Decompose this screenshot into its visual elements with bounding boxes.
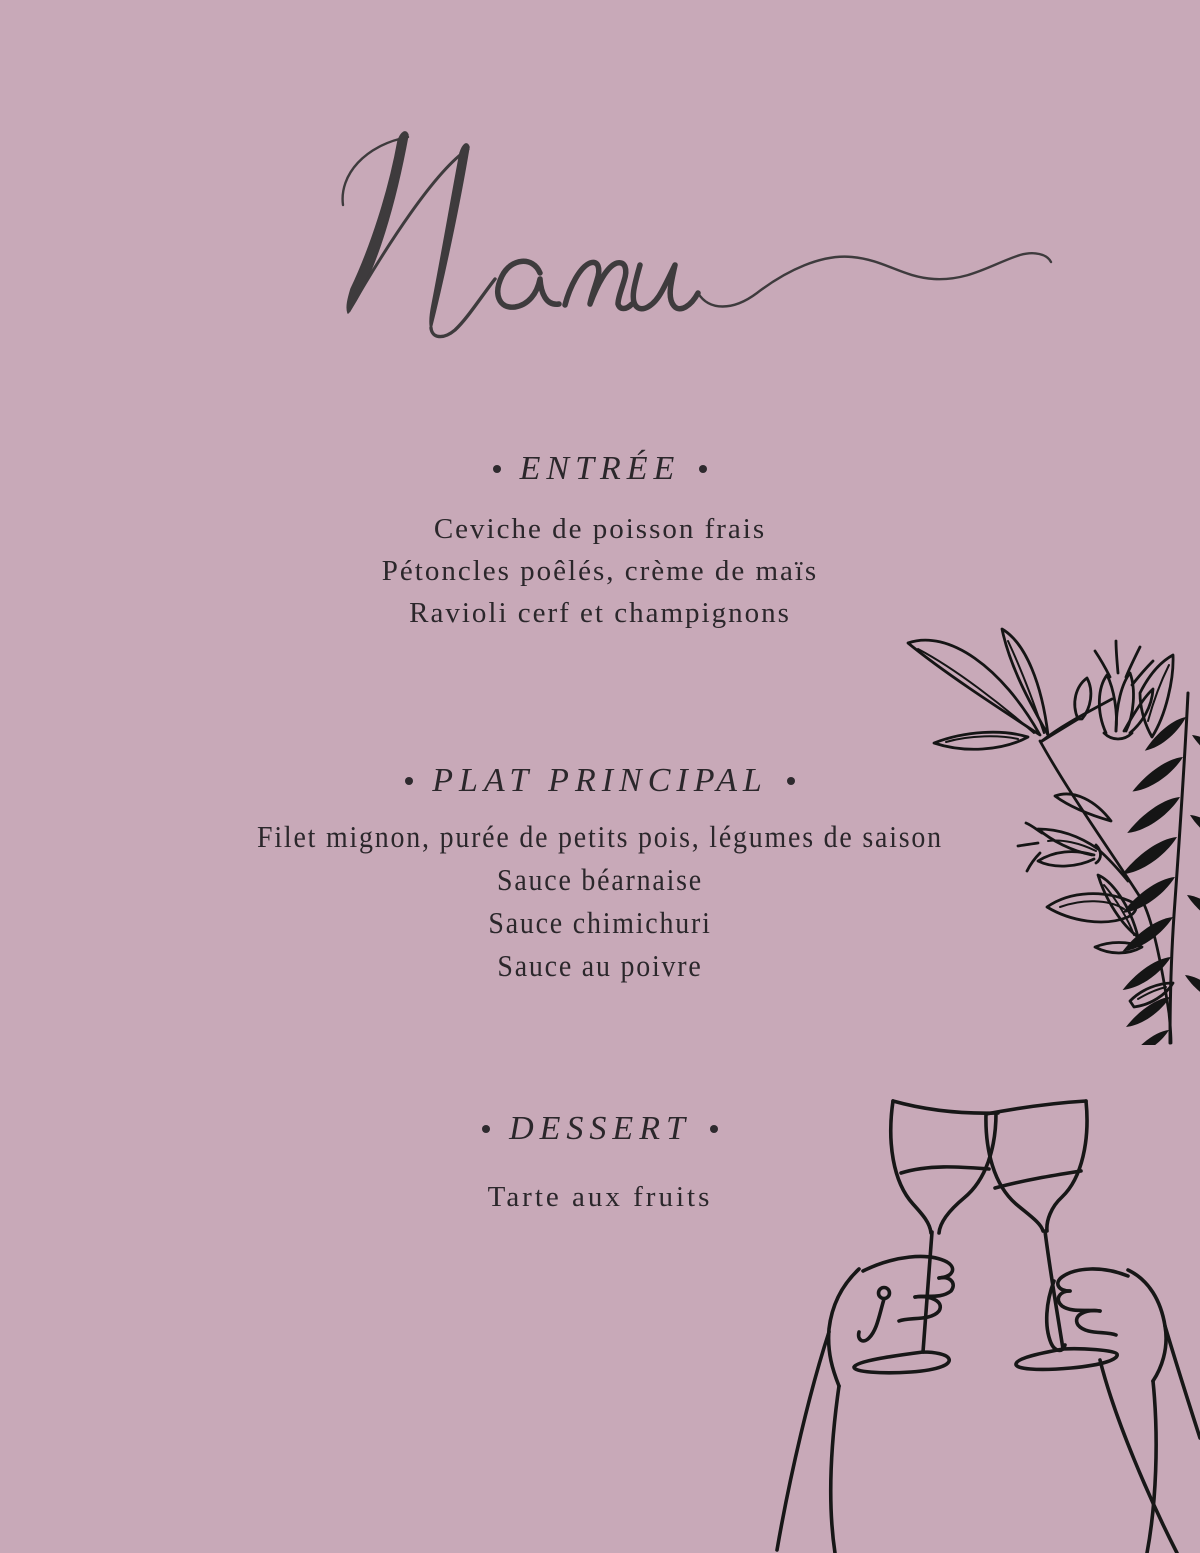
- menu-item: Tarte aux fruits: [487, 1181, 713, 1213]
- menu-item: Sauce chimichuri: [488, 905, 712, 940]
- floral-decoration: [890, 585, 1200, 1045]
- toast-decoration: [760, 1080, 1200, 1553]
- floral-branch-icon: [890, 585, 1200, 1045]
- menu-item: Sauce béarnaise: [497, 862, 703, 897]
- menu-script-title: [337, 127, 1097, 342]
- menu-item: Sauce au poivre: [497, 948, 703, 983]
- bullet-icon: [493, 465, 501, 473]
- section-header-entree: [0, 445, 1200, 493]
- bullet-icon: [699, 465, 707, 473]
- section-header-label: ENTRÉE: [519, 450, 681, 487]
- toasting-wine-glasses-icon: [760, 1080, 1200, 1553]
- menu-item: Ceviche de poisson frais: [433, 513, 767, 545]
- menu-item: Pétoncles poêlés, crème de maïs: [381, 555, 819, 587]
- menu-item: Filet mignon, purée de petits pois, légumes de saison: [257, 819, 943, 854]
- bullet-icon: [787, 777, 795, 785]
- menu-item: Ravioli cerf et champignons: [409, 597, 791, 629]
- section-header-label: PLAT PRINCIPAL: [432, 762, 768, 799]
- bullet-icon: [482, 1125, 490, 1133]
- bullet-icon: [710, 1125, 718, 1133]
- section-header-label: DESSERT: [509, 1110, 691, 1147]
- page-title: [337, 127, 1097, 342]
- bullet-icon: [405, 777, 413, 785]
